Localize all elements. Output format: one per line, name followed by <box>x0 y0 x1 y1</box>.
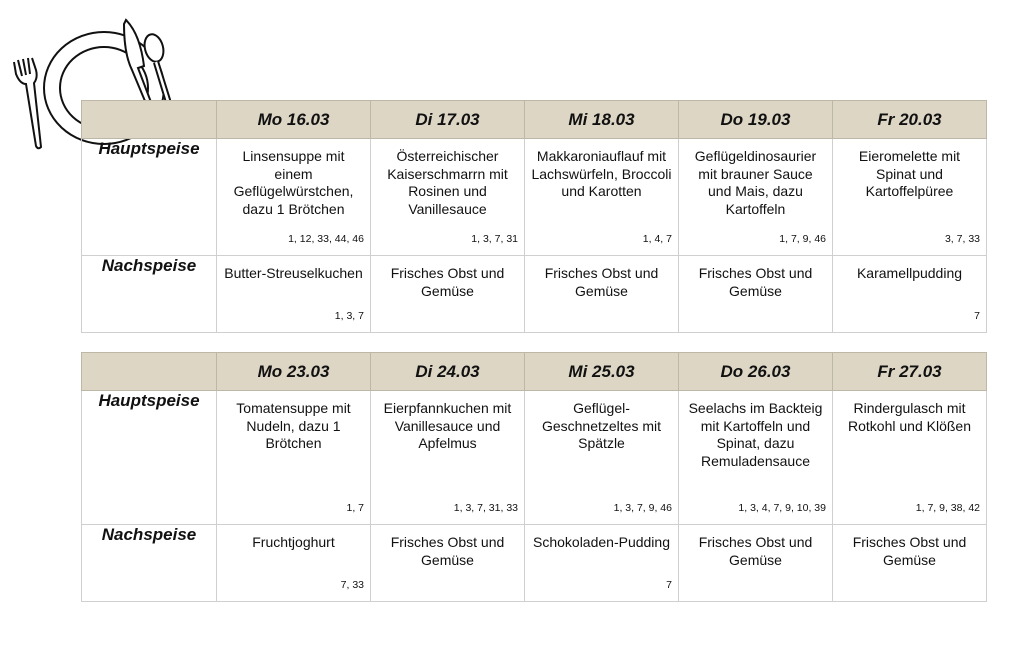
dish-text: Geflügeldinosaurier mit brauner Sauce und Mais, dazu Kartoffeln <box>694 148 817 217</box>
menu-cell <box>525 256 679 333</box>
day-header: Do 26.03 <box>679 353 833 391</box>
day-header: Di 17.03 <box>371 101 525 139</box>
allergen-codes: 1, 7, 9, 46 <box>779 233 826 245</box>
allergen-codes: 7, 33 <box>340 579 364 591</box>
dish-text: Tomatensuppe mit Nudeln, dazu 1 Brötchen <box>236 400 351 451</box>
menu-cell <box>525 139 679 256</box>
menu-cell <box>217 256 371 333</box>
menu-cell <box>833 256 987 333</box>
dish-text: Eieromelette mit Spinat und Kartoffelpüree <box>858 148 961 199</box>
day-header-row <box>82 353 987 391</box>
main-course-row <box>82 391 987 525</box>
main-course-row <box>82 139 987 256</box>
day-header: Mi 18.03 <box>525 101 679 139</box>
dish-text: Frisches Obst und Gemüse <box>852 534 967 568</box>
menu-cell <box>217 391 371 525</box>
day-header: Fr 20.03 <box>833 101 987 139</box>
menu-cell <box>679 525 833 602</box>
dessert-row <box>82 256 987 333</box>
dish-text: Geflügel-Geschnetzeltes mit Spätzle <box>541 400 662 451</box>
allergen-codes: 1, 3, 7, 31, 33 <box>453 502 518 514</box>
menu-cell <box>525 391 679 525</box>
allergen-codes: 1, 7 <box>346 502 364 514</box>
menu-cell <box>217 525 371 602</box>
allergen-codes: 1, 4, 7 <box>642 233 672 245</box>
menu-cell <box>371 139 525 256</box>
row-label-dessert: Nachspeise <box>82 256 217 333</box>
dish-text: Österreichischer Kaiserschmarrn mit Rosinen und Vanillesauce <box>387 148 508 217</box>
dish-text: Rindergulasch mit Rotkohl und Klößen <box>848 400 971 434</box>
day-header: Do 19.03 <box>679 101 833 139</box>
menu-table-week-2 <box>81 352 987 602</box>
menu-cell <box>833 525 987 602</box>
dish-text: Frisches Obst und Gemüse <box>544 265 659 299</box>
menu-table-week-1 <box>81 100 987 333</box>
day-header: Mo 16.03 <box>217 101 371 139</box>
dish-text: Frisches Obst und Gemüse <box>698 534 813 568</box>
allergen-codes: 7 <box>974 310 980 322</box>
menu-cell <box>833 391 987 525</box>
dish-text: Schokoladen-Pudding <box>533 534 670 550</box>
menu-cell <box>679 256 833 333</box>
allergen-codes: 1, 7, 9, 38, 42 <box>915 502 980 514</box>
row-label-dessert: Nachspeise <box>82 525 217 602</box>
allergen-codes: 1, 3, 7 <box>334 310 364 322</box>
dish-text: Frisches Obst und Gemüse <box>390 534 505 568</box>
allergen-codes: 1, 3, 7, 31 <box>471 233 518 245</box>
allergen-codes: 7 <box>666 579 672 591</box>
allergen-codes: 1, 3, 7, 9, 46 <box>613 502 672 514</box>
dish-text: Fruchtjoghurt <box>252 534 335 550</box>
row-label-main: Hauptspeise <box>82 391 217 525</box>
dish-text: Karamellpudding <box>856 265 963 281</box>
corner-cell <box>82 353 217 391</box>
dish-text: Seelachs im Backteig mit Kartoffeln und Spinat, dazu Remuladensauce <box>688 400 823 469</box>
day-header-row <box>82 101 987 139</box>
allergen-codes: 3, 7, 33 <box>944 233 980 245</box>
menu-cell <box>525 525 679 602</box>
dish-text: Makkaroniauflauf mit Lachswürfeln, Broccoli und Karotten <box>531 148 672 199</box>
menu-cell <box>217 139 371 256</box>
day-header: Fr 27.03 <box>833 353 987 391</box>
dish-text: Frisches Obst und Gemüse <box>698 265 813 299</box>
allergen-codes: 1, 3, 4, 7, 9, 10, 39 <box>738 502 826 514</box>
day-header: Di 24.03 <box>371 353 525 391</box>
menu-cell <box>371 391 525 525</box>
dish-text: Linsensuppe mit einem Geflügelwürstchen, dazu 1 Brötchen <box>233 148 354 217</box>
menu-cell <box>833 139 987 256</box>
dessert-row <box>82 525 987 602</box>
day-header: Mo 23.03 <box>217 353 371 391</box>
allergen-codes: 1, 12, 33, 44, 46 <box>288 233 364 245</box>
menu-cell <box>371 256 525 333</box>
dish-text: Frisches Obst und Gemüse <box>390 265 505 299</box>
day-header: Mi 25.03 <box>525 353 679 391</box>
menu-cell <box>371 525 525 602</box>
row-label-main: Hauptspeise <box>82 139 217 256</box>
corner-cell <box>82 101 217 139</box>
menu-cell <box>679 139 833 256</box>
dish-text: Eierpfannkuchen mit Vanillesauce und Apfelmus <box>383 400 512 451</box>
menu-cell <box>679 391 833 525</box>
dish-text: Butter-Streuselkuchen <box>224 265 363 281</box>
